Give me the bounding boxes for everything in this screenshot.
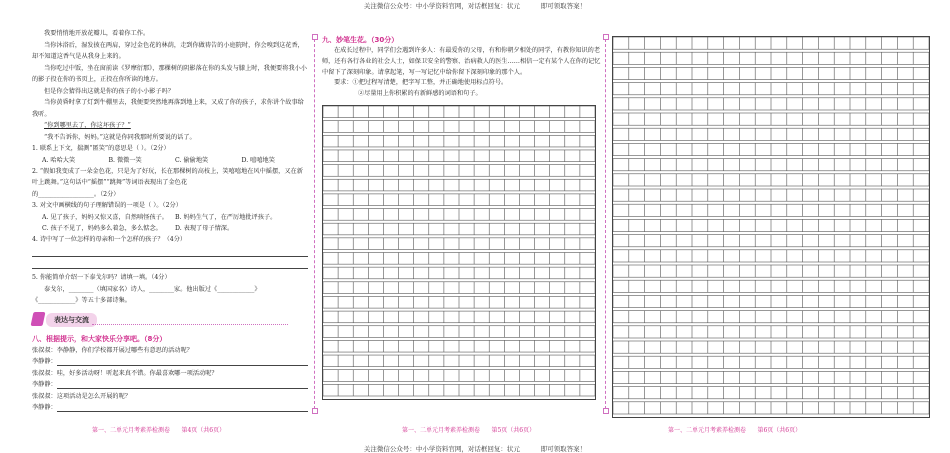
passage-paragraph: 但是你会猜得出这就是你的孩子的小小影子吗？ — [44, 87, 174, 95]
speaker: 张叔叔： — [32, 392, 57, 400]
question-3-options-row2 — [32, 223, 308, 234]
page-4-column — [32, 28, 308, 414]
question-3-options-row1 — [32, 212, 308, 223]
option-d: D. 嘻嘻地笑 — [241, 156, 275, 164]
question-5-line1: 泰戈尔，________（填国家名）诗人，________家。他出版过《____________》 — [44, 285, 261, 293]
question-3: 3. 对文中画横线的句子理解错误的一项是（ ）。（2分） — [32, 202, 182, 209]
dialogue-line — [32, 402, 308, 414]
question-4: 4. 诗中写了一位怎样的母亲和一个怎样的孩子？（4分） — [32, 235, 187, 243]
composition-grid[interactable] — [612, 36, 930, 418]
answer-line[interactable] — [32, 245, 308, 257]
speaker: 张叔叔： — [32, 346, 57, 354]
answer-line[interactable] — [57, 379, 308, 389]
option-c: C. 孩子不见了，妈妈多么着急，多么惦念。 — [42, 224, 162, 232]
passage-paragraph: 我要悄悄地开放花瓣儿，看着你工作。 — [44, 30, 150, 37]
page-5-footer: 第一、二单元月考素养检测卷 第5页（共6页） — [402, 427, 536, 434]
top-notice: 关注微信公众号：中小学资料官网，对话框回复：状元 即可领取答案！ — [363, 2, 587, 10]
option-d: D. 表现了母子情深。 — [175, 224, 234, 232]
option-b: B. 妈妈生气了，在严厉地批评孩子。 — [175, 213, 277, 221]
speech: 李静静，你们学校都开展过哪些有意思的活动呢？ — [56, 346, 193, 354]
banner-title: 表达与交流 — [46, 313, 97, 327]
passage-paragraph: 当你吃过中饭，坐在窗前读《罗摩衍那》，那棵树的阴影落在你的头发与膝上时，我便要将我小小的影子投在你的书页上，正投在你所读的地方。 — [32, 64, 307, 83]
dialogue — [32, 345, 308, 414]
composition-grid[interactable] — [322, 105, 596, 400]
option-b: B. 微微一笑 — [108, 156, 142, 164]
writing-prompt: 在成长过程中，同学们会遇到许多人：有最爱你的父母，有和你朝夕相处的同学，有教你知识的老师，还有各行各业的社会人士，如保卫安全的警察、治病救人的医生……相信一定有某个人在你的记忆中留下了深刻印象。请拿起笔，写一写记忆中给你留下深刻印象的那个人。 — [322, 47, 601, 76]
reading-passage — [32, 28, 308, 143]
speech: 这项活动是怎么开展的呢？ — [56, 392, 131, 400]
question-1: 1. 联系上下文，揣测“匿笑”的意思是（ ）。（2分） — [32, 145, 170, 152]
dialogue-line — [32, 379, 308, 391]
passage-paragraph: “我不告诉你，妈妈。”这就是你同我那时所要说的话了。 — [44, 133, 196, 141]
speaker: 李静静： — [32, 381, 57, 388]
option-a: A. 见了孩子，妈妈又惊又喜，自然嗔怪孩子。 — [42, 213, 168, 221]
page-divider — [605, 34, 606, 414]
question-5: 5. 你能简单介绍一下泰戈尔吗？请填一填。（4分） — [32, 274, 171, 281]
bottom-notice: 关注微信公众号：中小学资料官网，对话框回复：状元 即可领取答案！ — [363, 445, 587, 453]
answer-line[interactable] — [57, 402, 308, 412]
dialogue-line — [32, 368, 308, 380]
section-9-title: 九、妙笔生花。（30分） — [322, 36, 399, 44]
dialogue-line — [32, 391, 308, 403]
speaker: 李静静： — [32, 404, 57, 411]
speech: 哇，好多活动呀！听起来真不错。你最喜欢哪一项活动呢？ — [56, 369, 218, 377]
question-1-options — [32, 155, 308, 166]
page-6-column — [612, 28, 930, 418]
question-2: 2. “假如我变成了一朵金色花，只是为了好玩，长在那棵树的高枝上，笑嘻嘻地在风中摇摆，又在新叶上跳舞。”这句话中“摇摆”“跳舞”等词语表现出了金色花 — [32, 167, 303, 186]
requirement-1: 要求：①把过程写清楚，把字写工整，并正确地使用标点符号。 — [334, 79, 508, 87]
writing-grid-cells[interactable] — [323, 106, 595, 399]
answer-line[interactable] — [32, 257, 308, 269]
answer-line[interactable] — [57, 356, 308, 366]
banner-badge-icon — [31, 312, 46, 326]
banner-divider — [92, 324, 288, 325]
option-c: C. 偷偷地笑 — [175, 156, 209, 164]
page-divider — [314, 34, 315, 414]
speaker: 张叔叔： — [32, 369, 57, 377]
section-8-title: 八、根据提示，和大家快乐分享吧。（8分） — [32, 334, 167, 343]
passage-paragraph: “你到哪里去了，你这坏孩子？” — [44, 122, 131, 129]
dialogue-line — [32, 356, 308, 368]
page-6-footer: 第一、二单元月考素养检测卷 第6页（共6页） — [668, 427, 802, 434]
page-5-column — [322, 28, 602, 400]
page-4-footer: 第一、二单元月考素养检测卷 第4页（共6页） — [92, 427, 226, 434]
dialogue-line — [32, 345, 308, 357]
option-a: A. 哈哈大笑 — [42, 156, 76, 164]
question-5-line2: 《____________》等五十多部诗集。 — [32, 297, 131, 304]
question-2-blank: 的__________________。（2分） — [32, 190, 120, 198]
requirement-2: ②尽量用上你积累的有新鲜感的词语和句子。 — [358, 90, 482, 98]
passage-paragraph: 当你黄昏时拿了灯到牛棚里去，我便要突然地再落到地上来，又成了你的孩子，求你讲个故事给我听。 — [32, 99, 304, 118]
speaker: 李静静： — [32, 358, 57, 365]
writing-grid-cells[interactable] — [613, 37, 929, 417]
passage-paragraph: 当你沐浴后，湿发披在两肩，穿过金色花的林荫，走到你做祷告的小庭院时，你会嗅到这花香，却不知道这香气是从我身上来的。 — [32, 41, 304, 60]
section-banner — [32, 310, 308, 330]
